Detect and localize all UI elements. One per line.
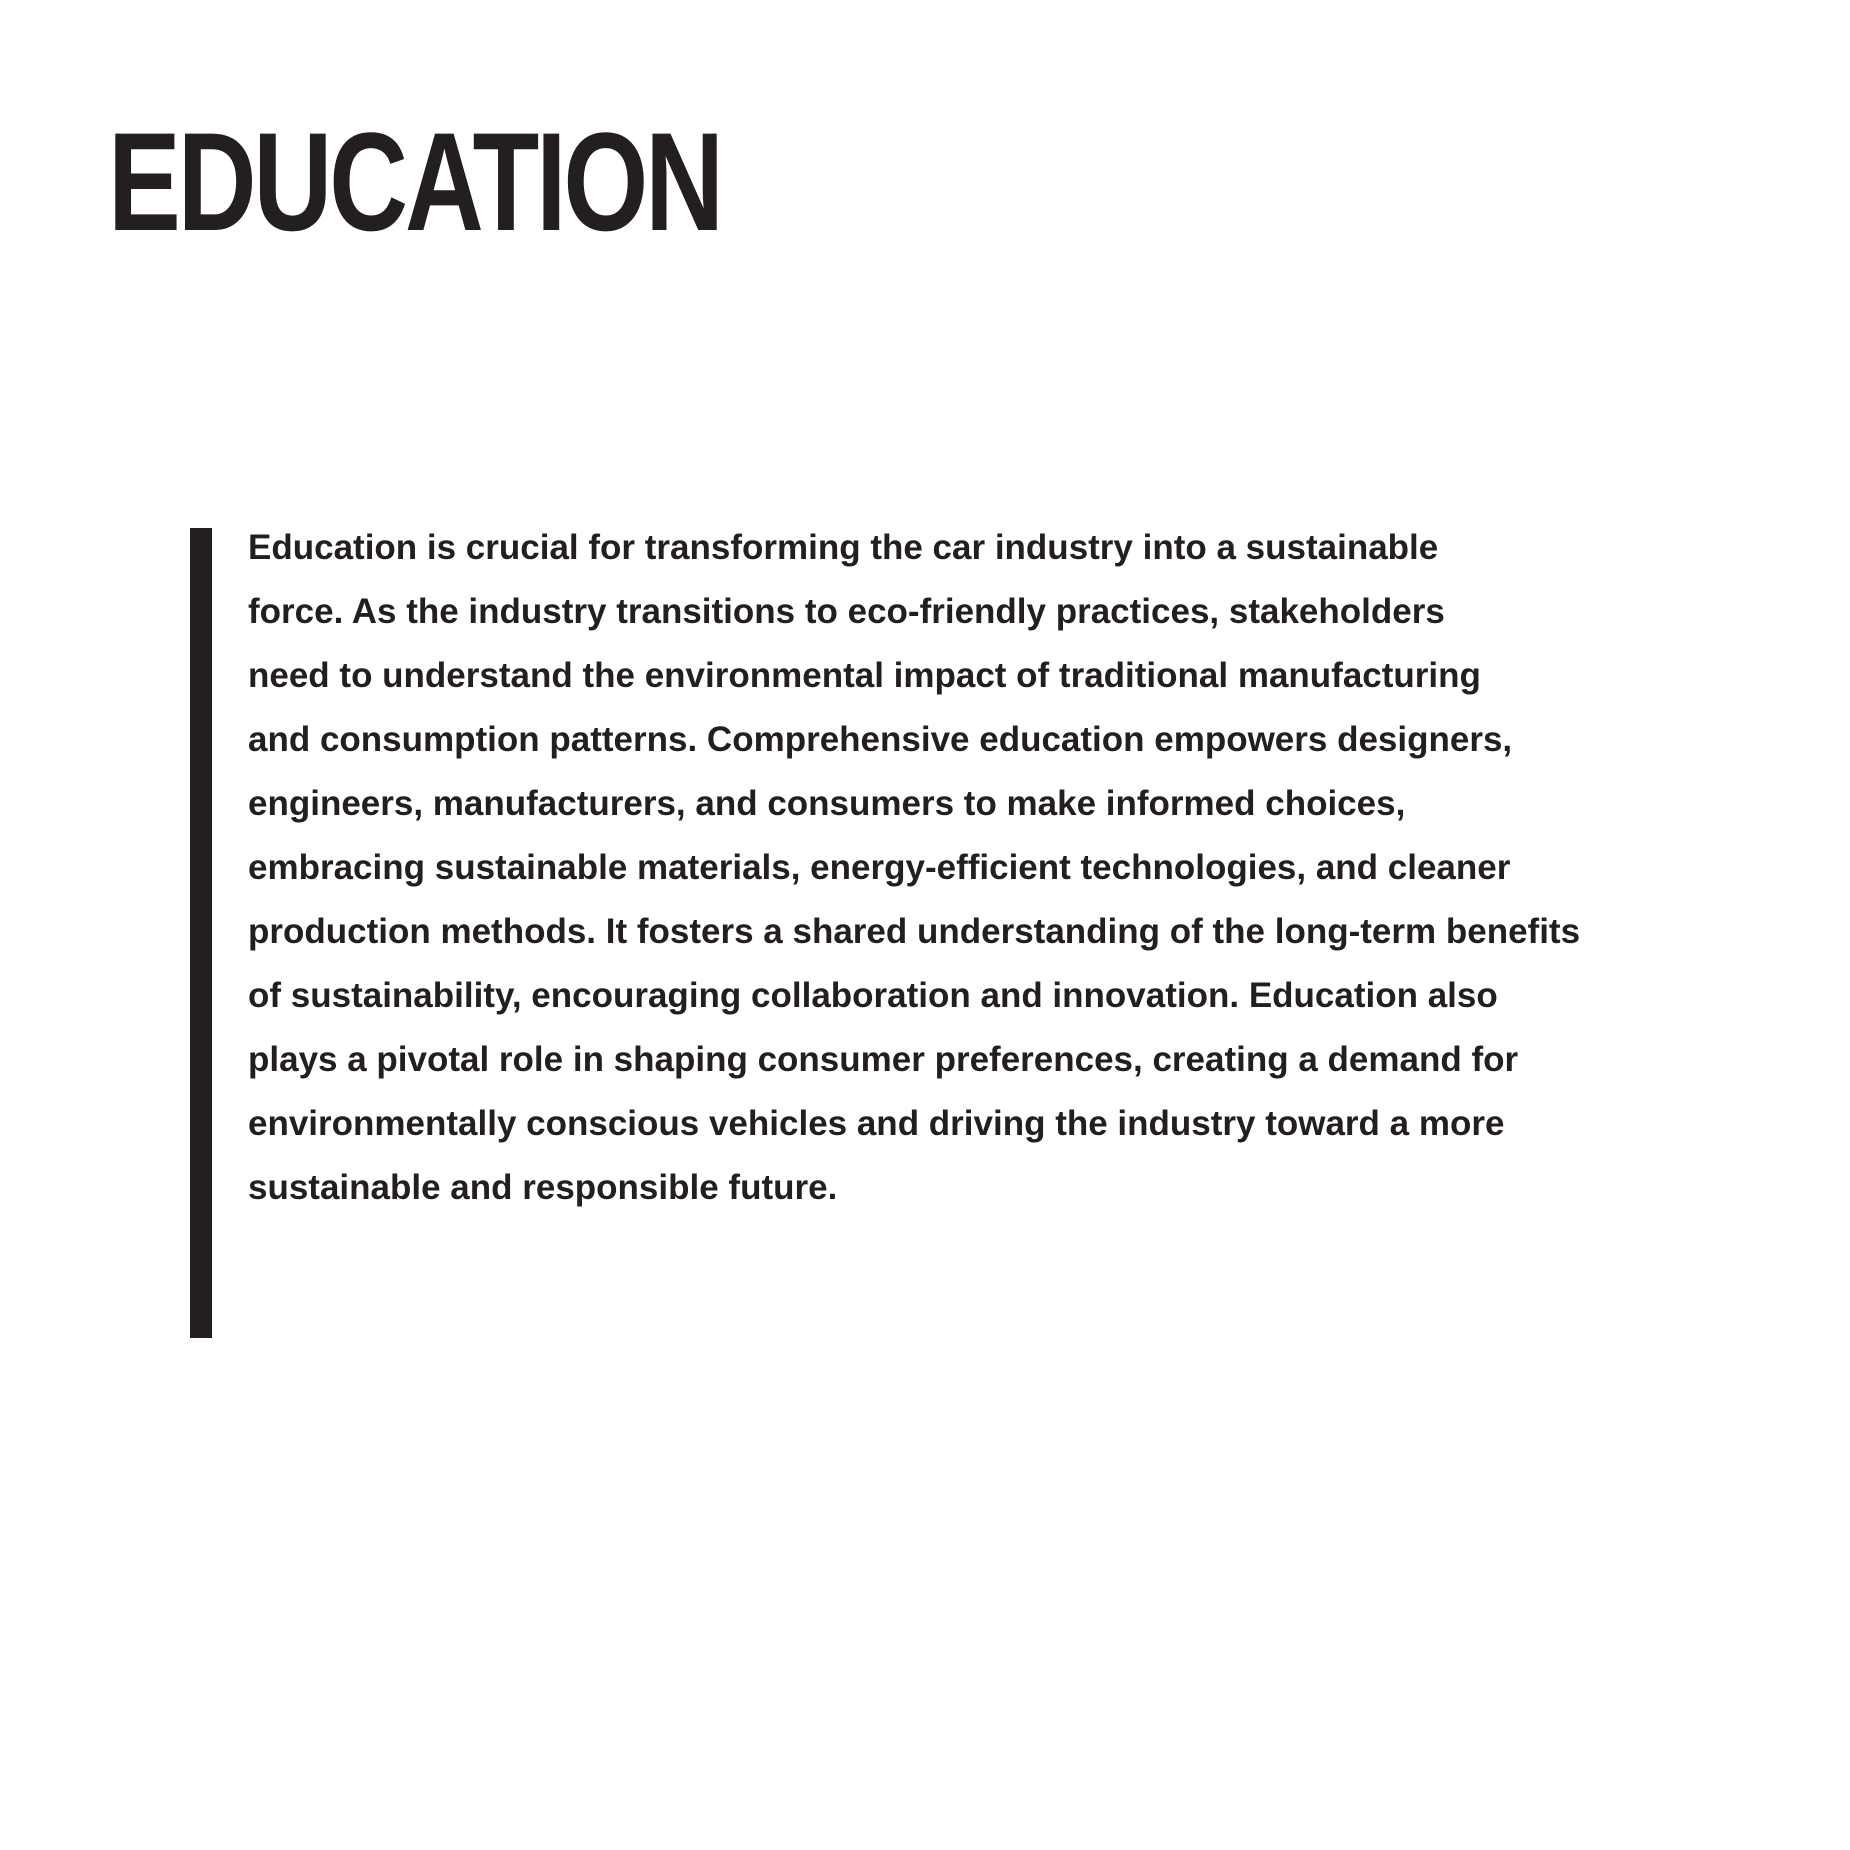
body-paragraph bbox=[248, 528, 1668, 1226]
paragraph-line: production methods. It fosters a shared understanding of the long-term benefits bbox=[248, 912, 1581, 951]
paragraph-line: plays a pivotal role in shaping consumer preferences, creating a demand for bbox=[248, 1040, 1519, 1079]
paragraph-line: engineers, manufacturers, and consumers to make informed choices, bbox=[248, 784, 1406, 823]
paragraph-line: and consumption patterns. Comprehensive education empowers designers, bbox=[248, 720, 1513, 759]
paragraph-line: of sustainability, encouraging collaboration and innovation. Education also bbox=[248, 976, 1498, 1015]
paragraph-line: environmentally conscious vehicles and driving the industry toward a more bbox=[248, 1104, 1505, 1143]
paragraph-line: Education is crucial for transforming the car industry into a sustainable bbox=[248, 528, 1439, 567]
quote-accent-bar bbox=[190, 528, 212, 1338]
page-title: EDUCATION bbox=[108, 103, 721, 260]
paragraph-line: force. As the industry transitions to eco-friendly practices, stakeholders bbox=[248, 592, 1445, 631]
paragraph-line: sustainable and responsible future. bbox=[248, 1168, 838, 1207]
paragraph-line: embracing sustainable materials, energy-efficient technologies, and cleaner bbox=[248, 848, 1511, 887]
paragraph-line: need to understand the environmental impact of traditional manufacturing bbox=[248, 656, 1481, 695]
